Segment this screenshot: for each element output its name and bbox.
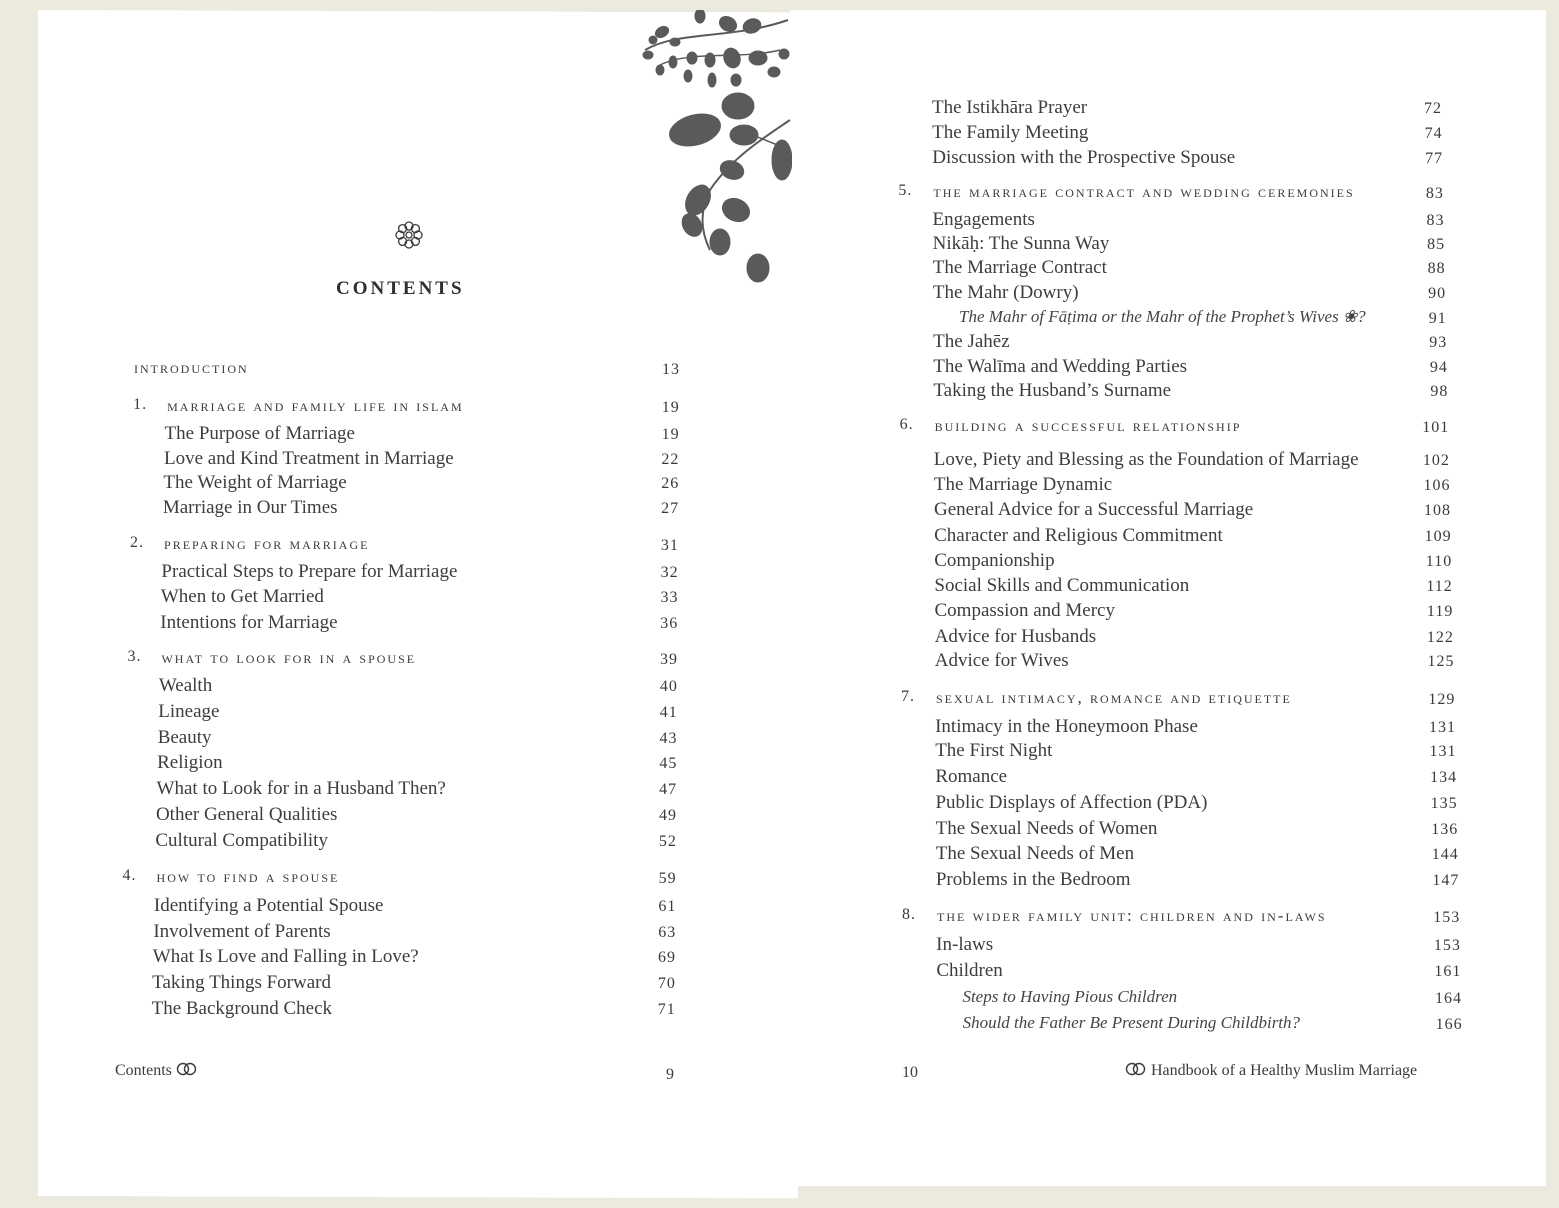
entry-title: Advice for Husbands (934, 626, 1097, 647)
toc-chapter-row (0, 416, 1559, 440)
right-footer (1125, 1062, 1417, 1080)
entry-title: When to Get Married (160, 586, 324, 607)
entry-title: The Family Meeting (932, 122, 1089, 143)
page-number: 69 (658, 949, 677, 966)
page-number: 27 (661, 500, 680, 517)
toc-subentry-row (0, 987, 1559, 1011)
entry-title: Romance (935, 766, 1008, 787)
toc-entry-row (0, 716, 1559, 740)
page-number: 49 (659, 807, 677, 824)
toc-entry-row (0, 147, 1559, 171)
page-number: 47 (659, 781, 678, 798)
toc-entry-row (0, 122, 1559, 146)
entry-title: Social Skills and Communication (934, 575, 1190, 596)
left-page-number: 9 (666, 1066, 674, 1083)
toc-entry-row (0, 934, 1559, 958)
entry-title: The Marriage Dynamic (933, 474, 1113, 495)
entry-title: Love, Piety and Blessing as the Foundation of Marriage (933, 449, 1359, 470)
entry-title: The Background Check (151, 998, 333, 1019)
entry-title: The Sexual Needs of Men (935, 843, 1135, 864)
toc-entry-row (0, 626, 1559, 650)
entry-title: The Sexual Needs of Women (935, 818, 1158, 839)
page-number: 26 (661, 475, 680, 492)
page-number: 33 (660, 589, 679, 606)
toc-entry-row (0, 575, 1559, 599)
page-number: 90 (1428, 285, 1447, 302)
page-number: 39 (660, 651, 679, 668)
entry-title: Taking Things Forward (152, 972, 331, 993)
chapter-title: the marriage contract and wedding ceremonies (933, 182, 1355, 201)
page-number: 106 (1423, 477, 1451, 494)
entry-title: Involvement of Parents (153, 921, 331, 942)
entry-title: Religion (157, 752, 223, 773)
entry-title: Should the Father Be Present During Childbirth? (962, 1013, 1301, 1032)
page-number: 74 (1424, 125, 1443, 142)
entry-title: The Istikhāra Prayer (932, 97, 1088, 118)
toc-entry-row (0, 960, 1559, 984)
page-number: 63 (658, 924, 677, 941)
page-number: 102 (1422, 452, 1450, 469)
toc-entry-row (0, 380, 1559, 404)
page-number: 40 (659, 678, 678, 695)
entry-title: Marriage in Our Times (162, 497, 338, 518)
footer-label: Handbook of a Healthy Muslim Marriage (1151, 1062, 1418, 1079)
entry-title: What Is Love and Falling in Love? (152, 946, 419, 967)
entry-title: Practical Steps to Prepare for Marriage (161, 561, 458, 582)
entry-title: Identifying a Potential Spouse (153, 895, 384, 916)
page-number: 45 (659, 755, 678, 772)
chapter-title: sexual intimacy, romance and etiquette (935, 688, 1292, 707)
chapter-number: 2. (130, 534, 145, 551)
entry-title: Love and Kind Treatment in Marriage (163, 448, 454, 469)
page-number: 109 (1424, 528, 1452, 545)
toc-entry-row (0, 818, 1559, 842)
toc-entry-row (0, 499, 1559, 523)
chapter-title: what to look for in a spouse (161, 648, 417, 667)
toc-entry-row (0, 282, 1559, 306)
page-number: 161 (1434, 963, 1462, 980)
page-number: 94 (1429, 359, 1448, 376)
chapter-title: building a successful relationship (934, 416, 1242, 435)
toc-entry-row (0, 600, 1559, 624)
page-number: 71 (657, 1001, 676, 1018)
page-number: 61 (658, 898, 677, 915)
chapter-title: introduction (134, 358, 249, 377)
entry-title: The Purpose of Marriage (164, 423, 355, 444)
toc-entry-row (0, 792, 1559, 816)
entry-title: Public Displays of Affection (PDA) (935, 792, 1208, 813)
page-number: 135 (1430, 795, 1458, 812)
entry-title: The Marriage Contract (932, 257, 1107, 278)
page-number: 147 (1432, 872, 1460, 889)
toc-subentry-row (0, 307, 1559, 331)
page-number: 85 (1427, 236, 1446, 253)
rings-icon (176, 1062, 198, 1076)
entry-title: Steps to Having Pious Children (962, 987, 1178, 1006)
page-number: 98 (1430, 383, 1449, 400)
entry-title: General Advice for a Successful Marriage (934, 499, 1254, 520)
chapter-number: 3. (127, 648, 142, 665)
page-number: 83 (1425, 185, 1444, 202)
page-number: 131 (1429, 743, 1457, 760)
right-page-number: 10 (902, 1064, 918, 1081)
page-number: 52 (658, 833, 677, 850)
footer-label: Contents (115, 1062, 172, 1079)
page-number: 153 (1433, 909, 1461, 926)
toc-chapter-row (0, 906, 1559, 930)
toc-entry-row (0, 650, 1559, 674)
rings-icon (1125, 1062, 1147, 1076)
toc-subentry-row (0, 1013, 1559, 1037)
page-number: 83 (1426, 212, 1445, 229)
chapter-title: marriage and family life in islam (167, 396, 464, 415)
page-number: 134 (1430, 769, 1458, 786)
toc-entry-row (0, 766, 1559, 790)
toc-entry-row (0, 209, 1559, 233)
page-number: 101 (1422, 419, 1450, 436)
page-number: 110 (1425, 553, 1453, 570)
page-number: 131 (1428, 719, 1456, 736)
toc-entry-row (0, 356, 1559, 380)
toc-entry-row (0, 843, 1559, 867)
toc-entry-row (0, 449, 1559, 473)
entry-title: Companionship (934, 550, 1055, 571)
entry-title: Discussion with the Prospective Spouse (932, 147, 1236, 168)
page-number: 93 (1429, 334, 1448, 351)
entry-title: The First Night (935, 740, 1053, 761)
page-number: 122 (1426, 629, 1454, 646)
page-number: 19 (661, 399, 680, 416)
entry-title: The Mahr (Dowry) (932, 282, 1079, 303)
page-number: 119 (1426, 603, 1454, 620)
page-number: 153 (1433, 937, 1461, 954)
page-number: 164 (1435, 990, 1463, 1007)
entry-title: Cultural Compatibility (155, 830, 328, 851)
contents-heading: CONTENTS (336, 278, 465, 299)
entry-title: The Walīma and Wedding Parties (933, 356, 1188, 377)
chapter-number: 1. (133, 396, 148, 413)
page-number: 125 (1427, 653, 1455, 670)
toc-entry-row (0, 740, 1559, 764)
toc-entry-row (0, 869, 1559, 893)
page-number: 88 (1427, 260, 1446, 277)
toc-entry-row (0, 331, 1559, 355)
page-number: 136 (1431, 821, 1459, 838)
toc-entry-row (0, 550, 1559, 574)
toc-chapter-row (0, 182, 1559, 206)
entry-title: The Weight of Marriage (163, 472, 347, 493)
entry-title: Beauty (157, 727, 212, 748)
toc-entry-row (0, 474, 1559, 498)
entry-title: The Mahr of Fāṭima or the Mahr of the Prophet’s Wives ❀? (959, 307, 1366, 326)
page-number: 77 (1425, 150, 1444, 167)
entry-title: Intentions for Marriage (160, 612, 338, 633)
page-number: 31 (660, 537, 679, 554)
entry-title: Character and Religious Commitment (934, 525, 1223, 546)
entry-title: In-laws (936, 934, 994, 955)
page-number: 13 (662, 361, 680, 378)
chapter-number: 6. (899, 416, 914, 433)
chapter-title: preparing for marriage (164, 534, 370, 553)
toc-entry-row (0, 97, 1559, 121)
entry-title: Advice for Wives (934, 650, 1069, 671)
page-number: 144 (1431, 846, 1459, 863)
page-number: 108 (1424, 502, 1452, 519)
page-number: 91 (1428, 310, 1447, 327)
page-number: 19 (661, 426, 680, 443)
entry-title: Other General Qualities (155, 804, 338, 825)
toc-chapter-row (0, 688, 1559, 712)
entry-title: What to Look for in a Husband Then? (156, 778, 446, 799)
entry-title: Compassion and Mercy (934, 600, 1115, 621)
entry-title: Children (936, 960, 1003, 981)
entry-title: Wealth (158, 675, 213, 696)
chapter-title: the wider family unit: children and in-laws (937, 906, 1327, 925)
left-footer (115, 1062, 198, 1080)
entry-title: Intimacy in the Honeymoon Phase (935, 716, 1198, 737)
chapter-title: how to find a spouse (156, 867, 340, 886)
page-number: 70 (657, 975, 676, 992)
page-number: 72 (1424, 100, 1442, 117)
entry-title: Problems in the Bedroom (935, 869, 1131, 890)
page-number: 32 (660, 564, 679, 581)
page-number: 166 (1435, 1016, 1463, 1033)
chapter-number: 5. (898, 182, 913, 199)
page-number: 36 (660, 615, 679, 632)
chapter-number: 7. (900, 688, 915, 705)
toc-entry-row (0, 525, 1559, 549)
toc-entry-row (0, 233, 1559, 257)
chapter-number: 4. (122, 867, 137, 884)
page-number: 41 (659, 704, 678, 721)
toc-entry-row (0, 257, 1559, 281)
entry-title: Nikāḥ: The Sunna Way (932, 233, 1110, 254)
page-number: 43 (659, 730, 678, 747)
page-number: 22 (661, 451, 680, 468)
entry-title: Taking the Husband’s Surname (933, 380, 1172, 401)
page-number: 59 (658, 870, 677, 887)
page-number: 112 (1426, 578, 1453, 595)
entry-title: Engagements (932, 209, 1035, 230)
entry-title: The Jahēz (933, 331, 1010, 352)
page-number: 129 (1428, 691, 1456, 708)
entry-title: Lineage (158, 701, 220, 722)
chapter-number: 8. (902, 906, 917, 923)
